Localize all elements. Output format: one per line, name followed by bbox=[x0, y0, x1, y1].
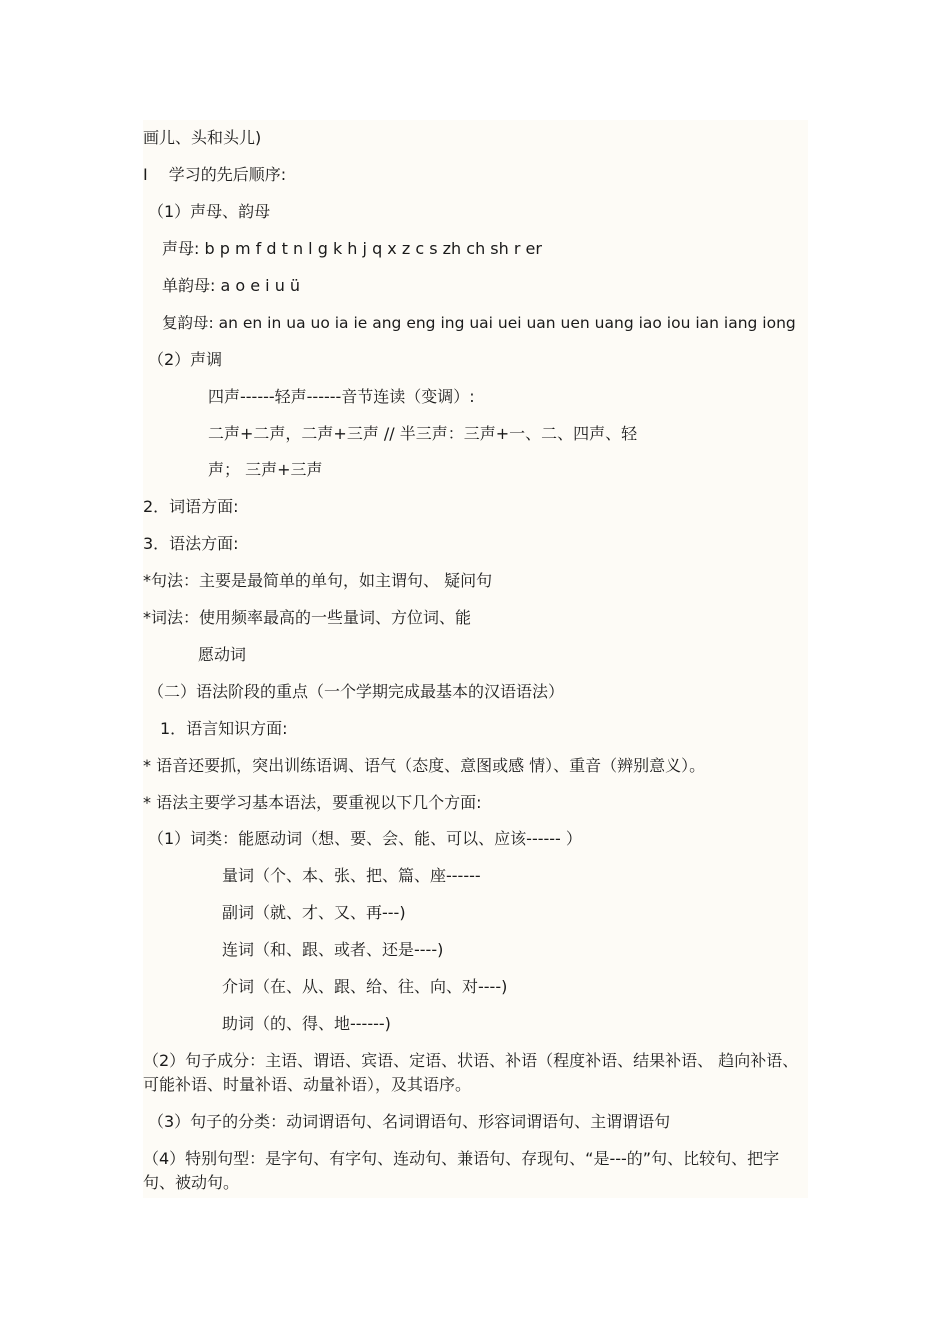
text-line-sentence-classification: （3）句子的分类：动词谓语句、名词谓语句、形容词谓语句、主谓谓语句 bbox=[148, 1112, 671, 1131]
text-line-prepositions: 介词（在、从、跟、给、往、向、对----) bbox=[222, 977, 508, 996]
text-line-morphology: *词法：使用频率最高的一些量词、方位词、能 bbox=[143, 608, 472, 627]
text-line-head-continuation: 画儿、头和头儿) bbox=[143, 128, 262, 147]
text-line-grammar-note: * 语法主要学习基本语法，要重视以下几个方面: bbox=[143, 793, 482, 812]
text-line-tones: （2）声调 bbox=[148, 350, 223, 369]
text-line-tone-sequence: 四声------轻声------音节连读（变调）: bbox=[208, 387, 475, 406]
text-line-conjunctions: 连词（和、跟、或者、还是----) bbox=[222, 940, 444, 959]
text-line-modal-verbs: 愿动词 bbox=[198, 645, 247, 664]
text-line-tone-sandhi-cont: 声； 三声+三声 bbox=[208, 460, 323, 479]
text-line-adverbs: 副词（就、才、又、再---) bbox=[222, 903, 406, 922]
text-line-phonetics-note: * 语音还要抓，突出训练语调、语气（态度、意图或感 情）、重音（辨别意义）。 bbox=[143, 756, 706, 775]
text-line-simple-finals: 单韵母: a o e i u ü bbox=[162, 276, 301, 295]
text-line-special-patterns: （4）特别句型：是字句、有字句、连动句、兼语句、存现句、“是---的”句、比较句、把字句、被动句。 bbox=[143, 1149, 780, 1192]
text-line-vocabulary: 2．词语方面: bbox=[143, 497, 239, 516]
text-line-grammar: 3．语法方面: bbox=[143, 534, 239, 553]
text-line-particles: 助词（的、得、地------) bbox=[222, 1014, 391, 1033]
text-line-initials-finals: （1）声母、韵母 bbox=[148, 202, 271, 221]
text-line-word-classes: （1）词类：能愿动词（想、要、会、能、可以、应该------ ） bbox=[148, 829, 582, 848]
text-line-sentence-components: （2）句子成分：主语、谓语、宾语、定语、状语、补语（程度补语、结果补语、 趋向补语、可能补语、时量补语、动量补语），及其语序。 bbox=[143, 1051, 799, 1094]
text-line-tone-sandhi: 二声+二声，二声+三声 // 半三声：三声+一、二、四声、轻 bbox=[208, 424, 638, 443]
text-line-compound-finals: 复韵母: an en in ua uo ia ie ang eng ing uai uei uan uen uang iao iou ian iang iong bbox=[162, 314, 796, 332]
text-line-learning-order: I 学习的先后顺序: bbox=[143, 165, 287, 184]
text-line-measure-words: 量词（个、本、张、把、篇、座------ bbox=[222, 866, 481, 885]
text-line-language-knowledge: 1．语言知识方面: bbox=[160, 719, 288, 738]
text-line-section-two-heading: （二）语法阶段的重点（一个学期完成最基本的汉语语法） bbox=[148, 682, 565, 701]
text-line-syntax: *句法：主要是最简单的单句，如主谓句、 疑问句 bbox=[143, 571, 493, 590]
text-line-initials: 声母: b p m f d t n l g k h j q x z c s zh ch sh r er bbox=[162, 239, 542, 258]
